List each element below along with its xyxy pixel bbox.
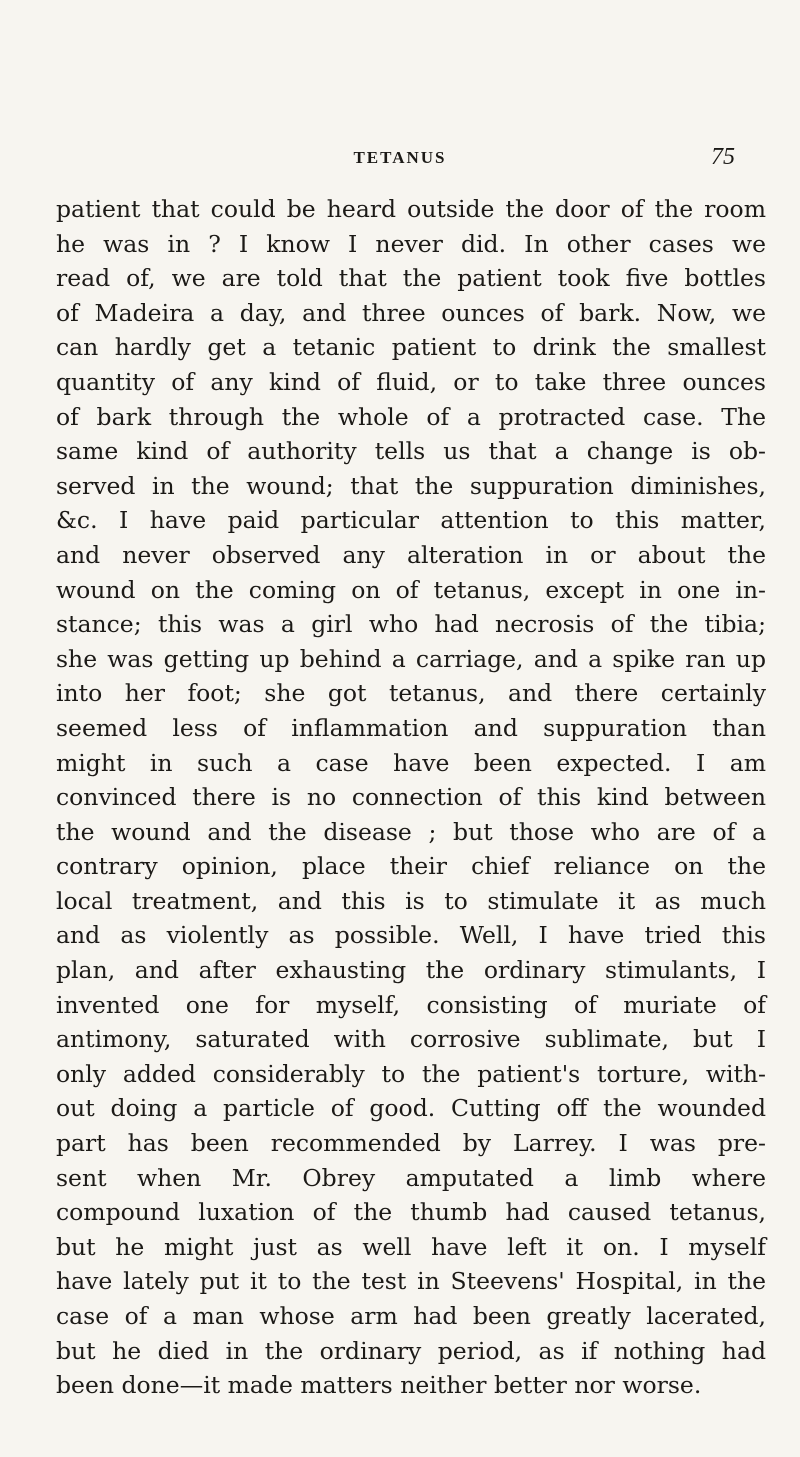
text-line: case of a man whose arm had been greatly lacerated, xyxy=(56,1302,766,1330)
text-line: and as violently as possible. Well, I have tried this xyxy=(56,921,766,950)
text-line: out doing a particle of good. Cutting off the wounded xyxy=(56,1094,766,1123)
text-line: seemed less of inflammation and suppuration than xyxy=(56,713,766,742)
text-line: part has been recommended by Larrey. I was pre- xyxy=(56,1129,766,1158)
page-number: 75 xyxy=(711,144,735,170)
text-line: have lately put it to the test in Steevens' Hospital, in the xyxy=(56,1267,766,1296)
text-line: sent when Mr. Obrey amputated a limb where xyxy=(56,1163,766,1192)
running-header xyxy=(0,146,800,176)
text-line: compound luxation of the thumb had caused tetanus, xyxy=(56,1198,766,1227)
text-line: antimony, saturated with corrosive sublimate, but I xyxy=(56,1025,766,1054)
text-line: invented one for myself, consisting of muriate of xyxy=(56,990,766,1019)
text-line: but he died in the ordinary period, as if nothing had xyxy=(56,1336,766,1365)
running-title: TETANUS xyxy=(353,148,447,167)
text-line: quantity of any kind of fluid, or to take three ounces xyxy=(56,367,766,396)
text-line: of bark through the whole of a protracted case. The xyxy=(56,402,766,431)
text-line: but he might just as well have left it on. I myself xyxy=(56,1232,766,1261)
text-line: convinced there is no connection of this kind between xyxy=(56,783,766,812)
text-line: the wound and the disease ; but those who are of a xyxy=(56,817,766,846)
text-line: &c. I have paid particular attention to this matter, xyxy=(56,506,766,535)
text-line: contrary opinion, place their chief reliance on the xyxy=(56,852,766,881)
text-line: plan, and after exhausting the ordinary stimulants, I xyxy=(56,956,766,985)
text-line: of Madeira a day, and three ounces of bark. Now, we xyxy=(56,298,766,327)
text-line: he was in ? I know I never did. In other cases we xyxy=(56,229,766,258)
text-line: local treatment, and this is to stimulate it as much xyxy=(56,886,766,915)
text-line: wound on the coming on of tetanus, except in one in- xyxy=(56,575,766,604)
text-line: she was getting up behind a carriage, and a spike ran up xyxy=(56,644,766,673)
text-line: stance; this was a girl who had necrosis of the tibia; xyxy=(56,610,766,639)
text-line: served in the wound; that the suppuration diminishes, xyxy=(56,471,766,500)
text-line: patient that could be heard outside the door of the room xyxy=(56,195,766,223)
text-line: read of, we are told that the patient took five bottles xyxy=(56,264,766,293)
text-line: might in such a case have been expected. I am xyxy=(56,748,766,777)
text-line: only added considerably to the patient's torture, with- xyxy=(56,1059,766,1088)
text-line: same kind of authority tells us that a change is ob- xyxy=(56,437,766,466)
text-line: and never observed any alteration in or about the xyxy=(56,540,766,569)
body-text xyxy=(56,192,766,1403)
text-line: into her foot; she got tetanus, and there certainly xyxy=(56,679,766,708)
text-line: been done—it made matters neither better nor worse. xyxy=(56,1371,702,1400)
text-line: can hardly get a tetanic patient to drink the smallest xyxy=(56,333,766,362)
